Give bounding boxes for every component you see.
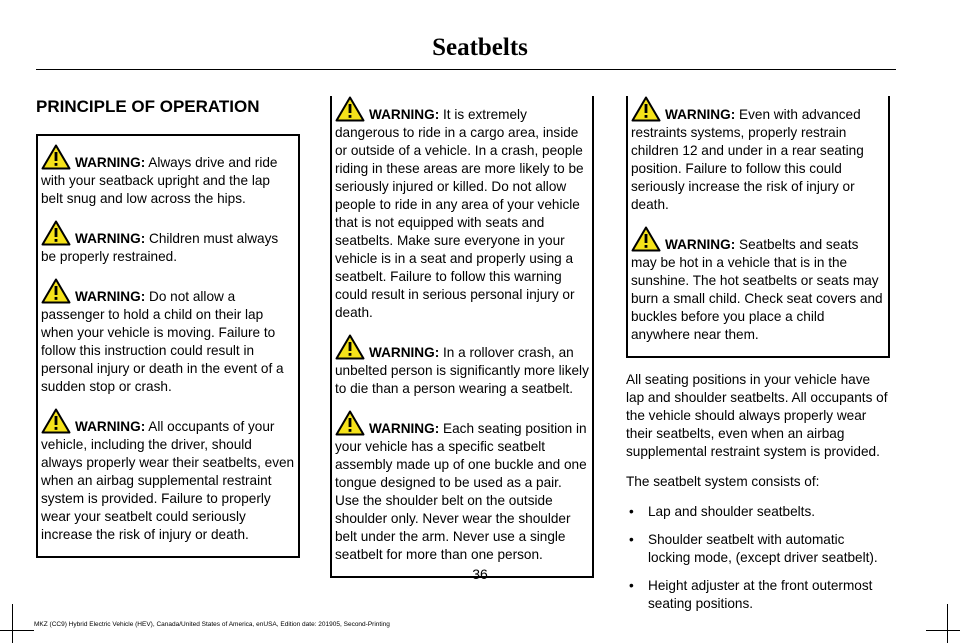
list-item-text: Lap and shoulder seatbelts. [648,504,816,519]
warning-label: WARNING: [665,107,736,122]
warning-triangle-icon [335,334,365,360]
section-title: PRINCIPLE OF OPERATION [36,97,260,116]
warning-label: WARNING: [75,155,146,170]
warning-item [631,226,885,344]
crop-mark [12,604,13,643]
warning-label: WARNING: [369,345,440,360]
bullet-glyph: • [629,504,634,519]
warning-text: Do not allow a passenger to hold a child on their lap when your vehicle is moving. Failure to follow this instruction could result in personal injury or death in the event of a sudden stop or crash. [41,289,284,394]
seatbelt-system-list [626,503,890,613]
body-paragraph: All seating positions in your vehicle have lap and shoulder seatbelts. All occupants of the vehicle should always properly wear their seatbelts, even when an airbag supplemental restraint system is provided. [626,372,888,459]
warning-item [41,220,295,266]
warning-box-3 [626,96,890,358]
warning-triangle-icon [41,220,71,246]
warning-text: Children must always be properly restrained. [41,231,279,264]
warning-item [335,96,589,322]
list-item-text: Height adjuster at the front outermost seating positions. [648,578,873,611]
bullet-glyph: • [629,578,634,593]
crop-mark [926,630,960,631]
warning-box-1 [36,134,300,558]
warning-triangle-icon [631,96,661,122]
warning-text: Even with advanced restraints systems, properly restrain children 12 and under in a rear seating position. Failure to follow this could seriously increase the risk of injury or death. [631,107,864,212]
bullet-glyph: • [629,532,634,547]
warning-triangle-icon [335,410,365,436]
warning-box-2 [330,96,594,578]
warning-label: WARNING: [369,107,440,122]
warning-text: Seatbelts and seats may be hot in a vehicle that is in the sunshine. The hot seatbelts or seats may burn a small child. Check seat covers and buckles before you place a child anywhere near them. [631,237,883,342]
crop-mark [0,630,34,631]
warning-text: In a rollover crash, an unbelted person is significantly more likely to die than a person wearing a seatbelt. [335,345,589,396]
document-footer: MKZ (CC9) Hybrid Electric Vehicle (HEV), Canada/United States of America, enUSA, Edition date: 201905, Second-Printing [34,621,390,628]
column-3 [626,96,890,623]
warning-text: Each seating position in your vehicle has a specific seatbelt assembly made up of one buckle and one tongue designed to be used as a pair. Use the shoulder belt on the outside shoulder only. Never wear the shoulder belt under the arm. Never use a single seatbelt for more than one person. [335,421,587,562]
list-item [626,531,890,567]
warning-text: Always drive and ride with your seatback upright and the lap belt snug and low across the hips. [41,155,278,206]
warning-label: WARNING: [75,419,146,434]
list-intro: The seatbelt system consists of: [626,474,820,489]
warning-triangle-icon [335,96,365,122]
warning-item [41,408,295,544]
list-item-text: Shoulder seatbelt with automatic locking mode, (except driver seatbelt). [648,532,878,565]
warning-text: It is extremely dangerous to ride in a cargo area, inside or outside of a vehicle. In a crash, people riding in these areas are more likely to be seriously injured or killed. Do not allow people to ride in any area of your vehicle that is not equipped with seats and seatbelts. Make sure everyone in your vehicle is in a seat and properly using a seatbelt. Failure to follow this warning could result in serious personal injury or death. [335,107,584,320]
warning-triangle-icon [41,408,71,434]
crop-mark [947,604,948,643]
page-header-title: Seatbelts [432,34,528,61]
header-divider [36,69,896,70]
warning-triangle-icon [631,226,661,252]
list-item [626,577,890,613]
warning-label: WARNING: [369,421,440,436]
warning-triangle-icon [41,144,71,170]
warning-triangle-icon [41,278,71,304]
list-item [626,503,890,521]
warning-item [631,96,885,214]
warning-item [41,144,295,208]
column-1 [36,96,300,558]
page-number: 36 [472,566,488,582]
warning-label: WARNING: [75,231,146,246]
warning-item [41,278,295,396]
warning-label: WARNING: [665,237,736,252]
column-2 [330,96,594,578]
warning-text: All occupants of your vehicle, including the driver, should always properly wear their seatbelts, even when an airbag supplemental restraint system is provided. Failure to properly wear your seatbelt could seriously increase the risk of injury or death. [41,419,295,542]
warning-label: WARNING: [75,289,146,304]
warning-item [335,334,589,398]
warning-item [335,410,589,564]
